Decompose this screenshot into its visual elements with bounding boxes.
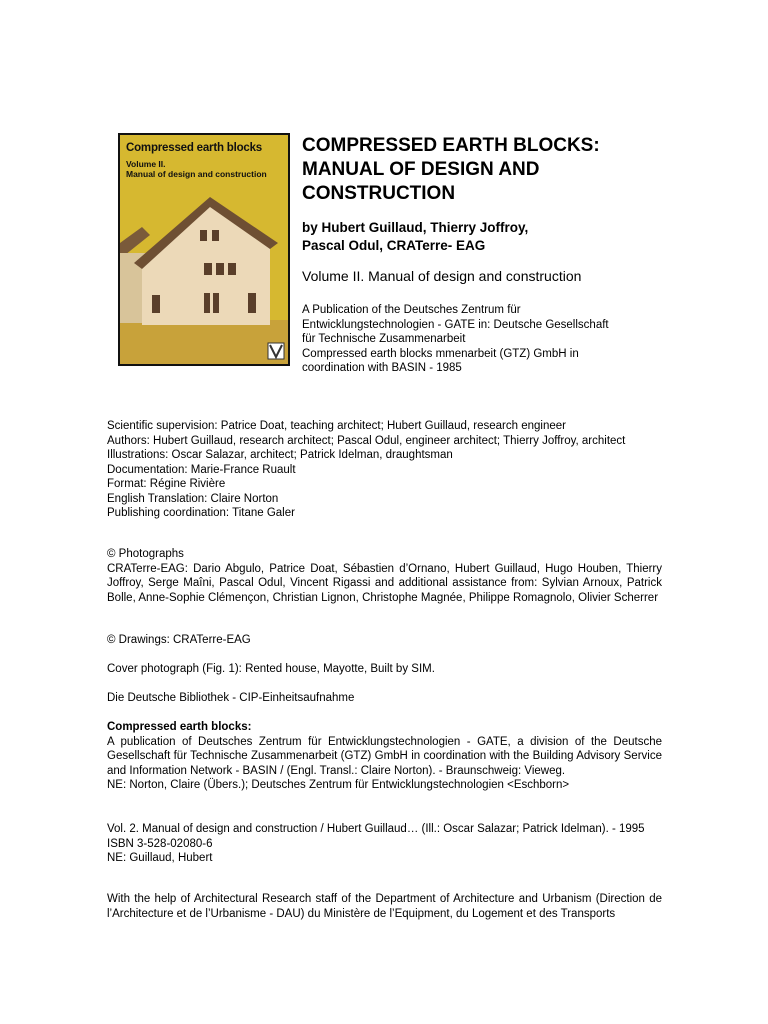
cover-photo-credit: Cover photograph (Fig. 1): Rented house, Mayotte, Built by SIM. — [107, 663, 435, 675]
credit-documentation: Documentation: Marie-France Ruault — [107, 463, 296, 476]
cip-heading: Compressed earth blocks: — [107, 721, 252, 733]
credit-format: Format: Régine Rivière — [107, 478, 226, 490]
publication-line: coordination with BASIN - 1985 — [302, 362, 462, 374]
drawings-credit: © Drawings: CRATerre-EAG — [107, 634, 251, 646]
cover-volume: Volume II. — [126, 159, 166, 169]
photographs-credits: CRATerre-EAG: Dario Abgulo, Patrice Doat, Sébastien d’Ornano, Hubert Guillaud, Hugo Houben, Thierry Joffroy, Serge Maîni, Pascal Odul, Vincent Rigassi and additional assistance from: Sylvian Arnoux, Patrick Bolle, Anne-Sophie Clémençon, Christian Lignon, Christophe Magnée, Philippe Romagnolo, Olivier Scherrer — [107, 562, 662, 604]
credit-scientific: Scientific supervision: Patrice Doat, teaching architect; Hubert Guillaud, research engineer — [107, 420, 566, 432]
cover-subtitle — [126, 159, 290, 179]
publication-line: Entwicklungstechnologien - GATE in: Deutsche Gesellschaft — [302, 318, 609, 331]
vol2-text: Vol. 2. Manual of design and construction / Hubert Guillaud… (Ill.: Oscar Salazar; Patrick Idelman). - 1995 — [107, 823, 645, 835]
cip-ne: NE: Norton, Claire (Übers.); Deutsches Zentrum für Entwicklungstechnologien <Eschborn> — [107, 779, 570, 791]
vol2-section — [107, 822, 662, 866]
vol2-ne: NE: Guillaud, Hubert — [107, 852, 213, 864]
cip-text: A publication of Deutsches Zentrum für Entwicklungstechnologien - GATE, a division of the Deutsche Gesellschaft für Technische Zusammenarbeit (GTZ) GmbH in coordination with the Building Advisory Service and Information Network - BASIN / (Engl. Transl.: Claire Norton). - Braunschweig: Vieweg. — [107, 735, 662, 777]
library-line: Die Deutsche Bibliothek - CIP-Einheitsaufnahme — [107, 692, 355, 704]
acknowledgement: With the help of Architectural Research staff of the Department of Architecture and Urbanism (Direction de l’Architecture et de l’Urbanisme - DAU) du Ministère de l’Equipment, du Logement et des Transports — [107, 893, 662, 920]
book-authors — [302, 219, 662, 255]
photographs-heading: © Photographs — [107, 548, 184, 560]
publication-line: Compressed earth blocks mmenarbeit (GTZ) GmbH in — [302, 347, 579, 360]
credit-illustrations: Illustrations: Oscar Salazar, architect; Patrick Idelman, draughtsman — [107, 449, 453, 461]
credit-authors: Authors: Hubert Guillaud, research architect; Pascal Odul, engineer architect; Thierry Joffroy, architect — [107, 434, 626, 447]
volume-subtitle: Volume II. Manual of design and construction — [302, 268, 582, 284]
book-title: COMPRESSED EARTH BLOCKS: MANUAL OF DESIGN AND CONSTRUCTION — [302, 135, 600, 204]
cover-manual: Manual of design and construction — [126, 169, 267, 179]
publication-line: für Technische Zusammenarbeit — [302, 333, 466, 345]
credit-publishing: Publishing coordination: Titane Galer — [107, 507, 295, 519]
cip-section — [107, 720, 662, 793]
book-cover-image — [118, 133, 290, 366]
authors-line-2: Pascal Odul, CRATerre- EAG — [302, 238, 486, 253]
cover-title: Compressed earth blocks — [126, 142, 263, 154]
publication-info — [302, 303, 662, 376]
publication-line: A Publication of the Deutsches Zentrum für — [302, 304, 521, 316]
credit-translation: English Translation: Claire Norton — [107, 492, 279, 505]
authors-line-1: by Hubert Guillaud, Thierry Joffroy, — [302, 220, 529, 235]
photographs-section — [107, 547, 662, 605]
credits-section — [107, 419, 662, 521]
isbn: ISBN 3-528-02080-6 — [107, 837, 213, 850]
